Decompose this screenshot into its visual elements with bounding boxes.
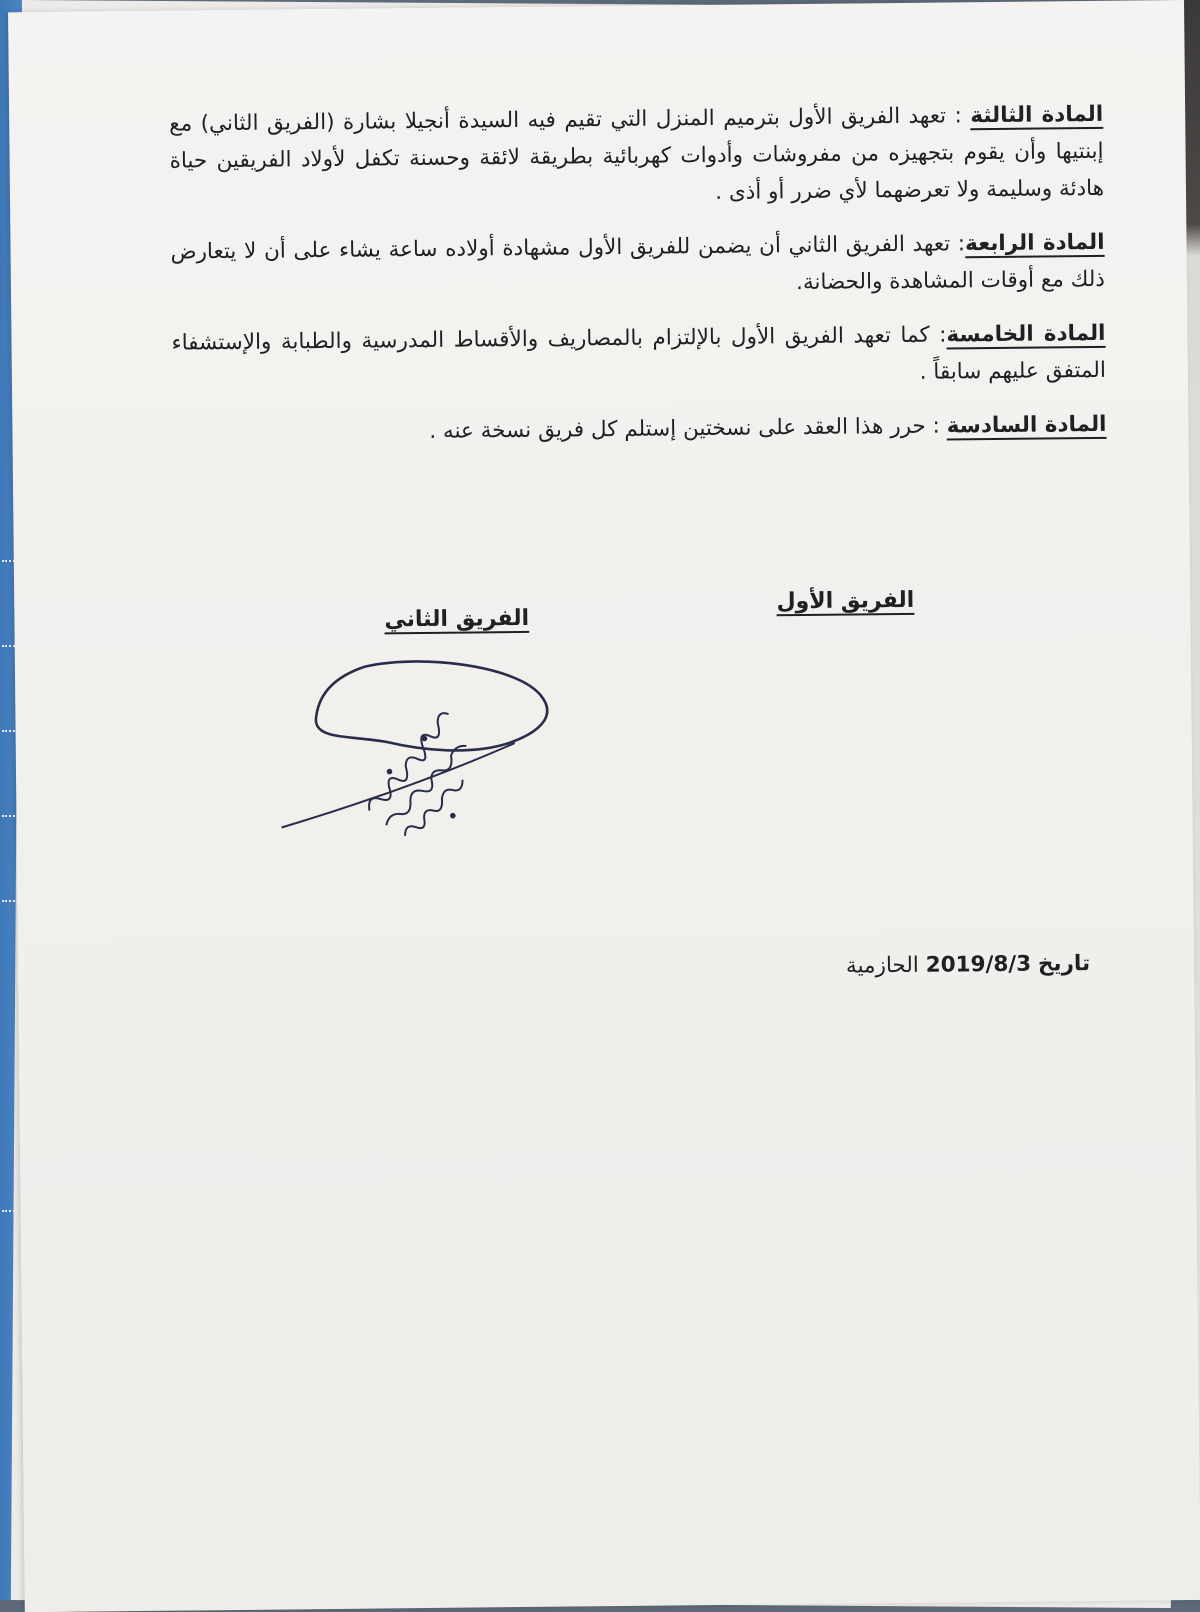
- article-text: : تعهد الفريق الثاني أن يضمن للفريق الأول مشهادة أولاده ساعة يشاء على أن لا يتعارض ذلك مع أوقات المشاهدة والحضانة.: [170, 231, 1106, 296]
- article-label: المادة الرابعة: [964, 229, 1105, 257]
- article-text: : كما تعهد الفريق الأول بالإلتزام بالمصاريف والأقساط المدرسية والطبابة والإستشفاء المتفق عليهم سابقاً .: [171, 322, 1107, 385]
- document-page: [8, 0, 1200, 1612]
- date-value: 2019/8/3: [925, 951, 1032, 978]
- signature-block: [384, 588, 915, 654]
- article-label: المادة الثالثة: [970, 101, 1104, 129]
- date-label: تاريخ: [1037, 951, 1091, 977]
- article-fourth: [170, 224, 1105, 308]
- handwritten-signature: [270, 657, 562, 850]
- place-name: الحازمية: [845, 952, 919, 979]
- article-label: المادة الخامسة: [946, 320, 1106, 348]
- second-party-label: الفريق الثاني: [384, 605, 530, 633]
- article-fifth: [171, 315, 1106, 399]
- first-party-label: الفريق الأول: [776, 587, 915, 615]
- article-label: المادة السادسة: [946, 411, 1107, 439]
- signature-loop: [315, 660, 547, 752]
- article-third: [169, 96, 1104, 217]
- article-text: : حرر هذا العقد على نسختين إستلم كل فريق نسخة عنه .: [429, 413, 947, 444]
- article-text: : تعهد الفريق الأول بترميم المنزل التي تقيم فيه السيدة أنجيلا بشارة (الفريق الثاني) مع إبنتيها وأن يقوم بتجهيزه من مفروشات وأدوات كهربائية بطريقة لائقة وحسنة تكفل لأولاد الفريقين حياة هادئة وسليمة ولا تعرضهما لأي ضرر أو أذى .: [169, 103, 1105, 205]
- contract-articles: [169, 96, 1107, 470]
- date-line: [846, 951, 1090, 979]
- article-sixth: [172, 406, 1106, 453]
